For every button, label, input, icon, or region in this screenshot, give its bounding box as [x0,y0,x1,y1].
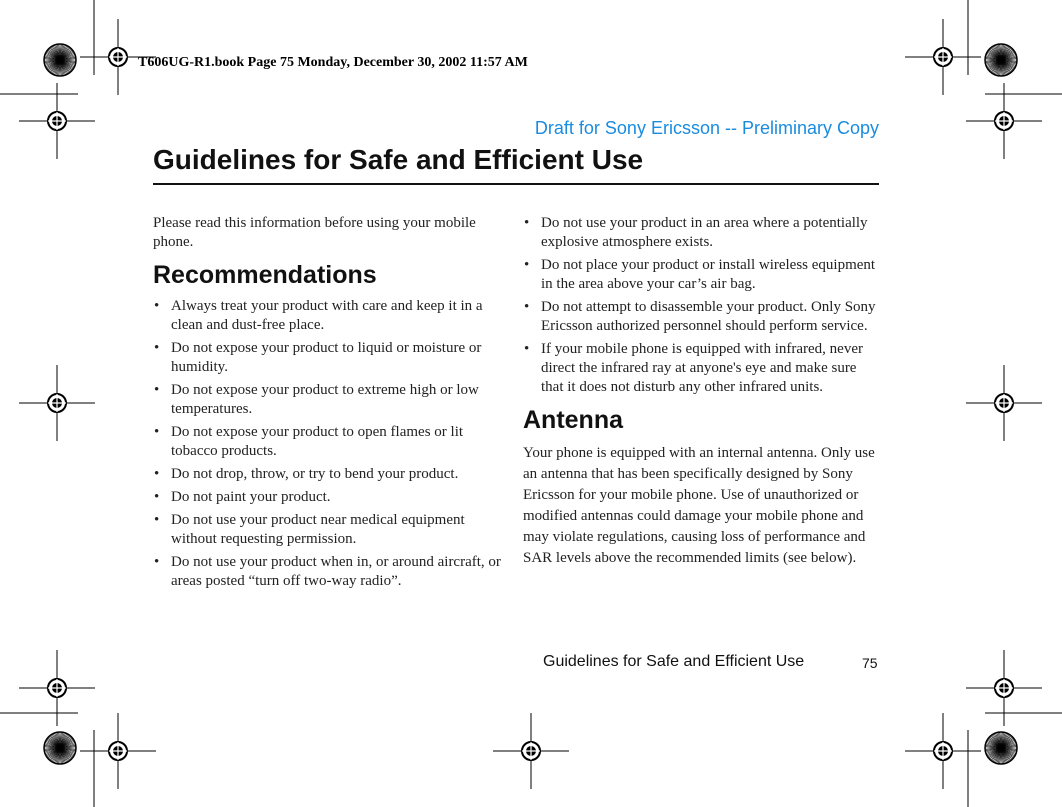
starburst-registration-icon [985,44,1017,76]
list-item: • Do not use your product when in, or around aircraft, or areas posted “turn off two-way radio”. [153,553,508,591]
list-item: • Do not expose your product to liquid or moisture or humidity. [153,339,508,377]
list-item: • Do not paint your product. [153,488,508,507]
crosshair-registration-icon [966,650,1042,726]
starburst-registration-icon [985,732,1017,764]
recommendations-list-left [153,297,508,591]
crosshair-registration-icon [905,713,981,789]
starburst-registration-icon [44,44,76,76]
antenna-heading: Antenna [523,406,623,434]
list-item: • Do not drop, throw, or try to bend your product. [153,465,508,484]
crosshair-registration-icon [905,19,981,95]
starburst-registration-icon [44,732,76,764]
right-column [523,214,879,569]
list-item: • Do not attempt to disassemble your product. Only Sony Ericsson authorized personnel should perform service. [523,298,879,336]
crosshair-registration-icon [493,713,569,789]
recommendations-list-right [523,214,879,397]
title-rule [153,183,879,185]
list-item: • Do not use your product in an area where a potentially explosive atmosphere exists. [523,214,879,252]
list-item: • Do not use your product near medical equipment without requesting permission. [153,511,508,549]
crosshair-registration-icon [19,365,95,441]
footer-title: Guidelines for Safe and Efficient Use [543,653,805,670]
antenna-paragraph: Your phone is equipped with an internal antenna. Only use an antenna that has been specifically designed by Sony Ericsson for your mobile phone. Use of unauthorized or modified antennas could damage your mobile phone and may violate regulations, causing loss of performance and SAR levels above the recommended limits (see below). [523,445,875,566]
recommendations-heading: Recommendations [153,261,377,289]
list-item: • Do not expose your product to open flames or lit tobacco products. [153,423,508,461]
list-item: • Do not place your product or install wireless equipment in the area above your car’s air bag. [523,256,879,294]
crosshair-registration-icon [19,650,95,726]
left-column [153,214,508,595]
page-title: Guidelines for Safe and Efficient Use [153,144,644,175]
file-slug: T606UG-R1.book Page 75 Monday, December 30, 2002 11:57 AM [138,55,528,70]
list-item: • Always treat your product with care and keep it in a clean and dust-free place. [153,297,508,335]
draft-notice: Draft for Sony Ericsson -- Preliminary Copy [534,118,879,138]
list-item: • Do not expose your product to extreme high or low temperatures. [153,381,508,419]
crosshair-registration-icon [966,365,1042,441]
list-item: • If your mobile phone is equipped with infrared, never direct the infrared ray at anyone's eye and make sure that it does not disturb any other infrared units. [523,340,879,397]
page-number: 75 [862,655,878,671]
crosshair-registration-icon [80,713,156,789]
intro-paragraph: Please read this information before using your mobile phone. [153,215,476,250]
